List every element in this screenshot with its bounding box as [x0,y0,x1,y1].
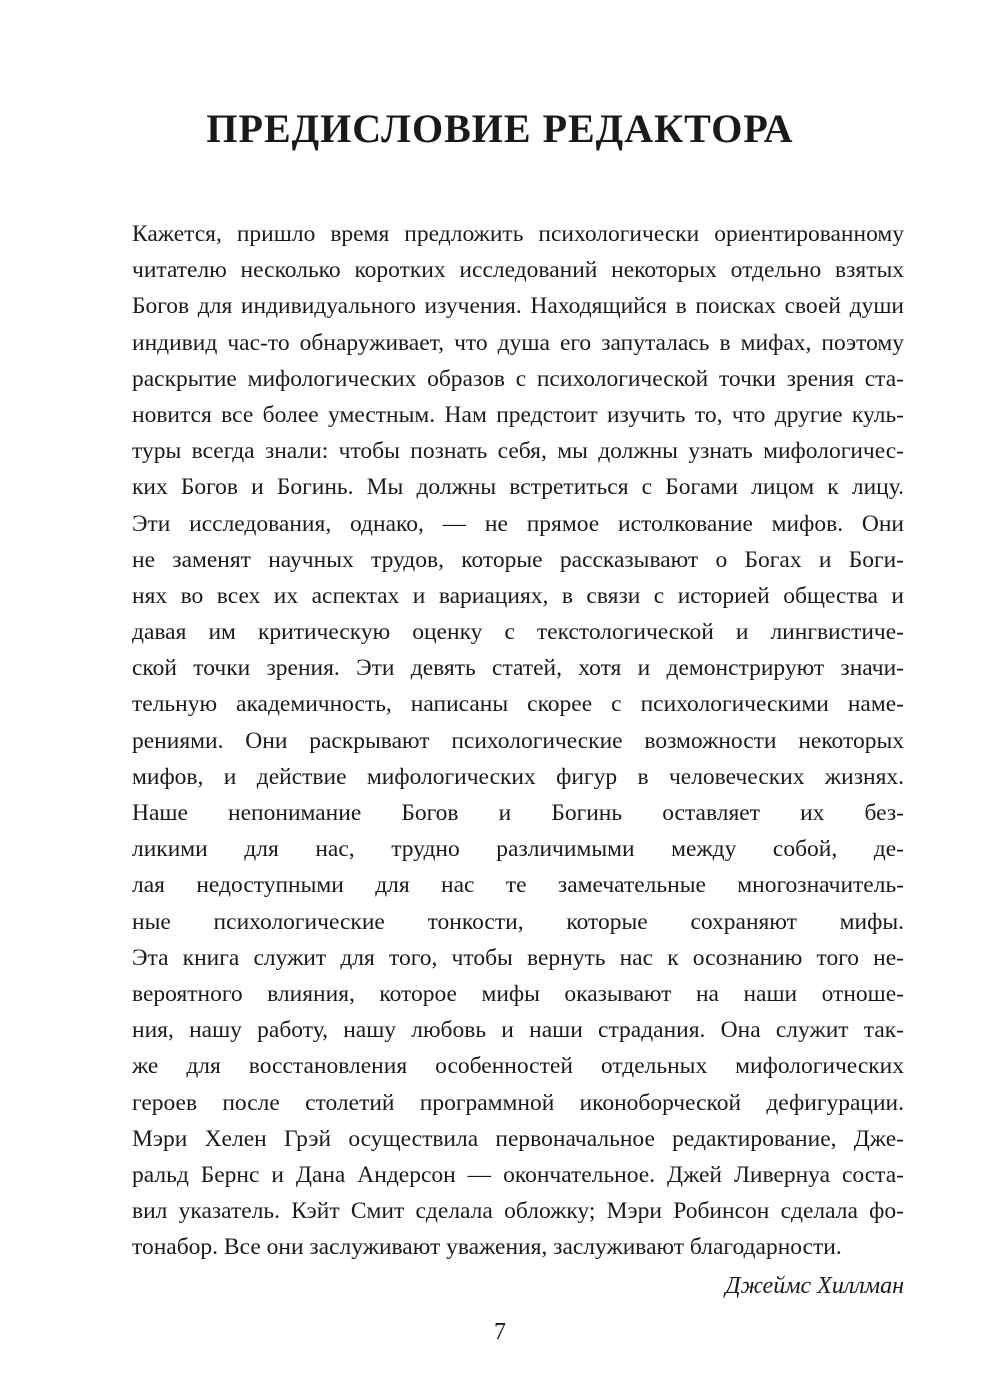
text-line: героев после столетий программной иконоборческой дефигурации. [132,1089,904,1116]
text-line: Кажется, пришло время предложить психологически ориентированному [132,221,904,247]
text-line: Мэри Хелен Грэй осуществила первоначальное редактирование, Дже- [132,1125,904,1152]
text-line: ких Богов и Богинь. Мы должны встретиться с Богами лицом к лицу. [132,474,904,501]
text-line: ликими для нас, трудно различимыми между собой, де- [132,836,904,863]
text-line: мифов, и действие мифологических фигур в человеческих жизнях. [132,763,904,790]
text-line: же для восстановления особенностей отдельных мифологических [132,1053,904,1080]
text-line: тельную академичность, написаны скорее с психологическими наме- [132,691,904,718]
text-line: рениями. Они раскрывают психологические возможности некоторых [132,727,904,754]
text-line: Эти исследования, однако, — не прямое истолкование мифов. Они [132,510,904,537]
text-line: лая недоступными для нас те замечательные многозначитель- [132,872,904,899]
text-line: индивид час-то обнаруживает, что душа его запуталась в мифах, поэтому [132,329,904,356]
text-line: туры всегда знали: чтобы познать себя, мы должны узнать мифологичес- [132,438,904,465]
text-line: вил указатель. Кэйт Смит сделала обложку; Мэри Робинсон сделала фо- [132,1198,904,1225]
text-line: ния, нашу работу, нашу любовь и наши страдания. Она служит так- [132,1017,904,1044]
text-line: тонабор. Все они заслуживают уважения, заслуживают благодарности. [132,1234,842,1261]
text-line: вероятного влияния, которое мифы оказывают на наши отноше- [132,980,904,1007]
text-line: Эта книга служит для того, чтобы вернуть нас к осознанию того не- [132,944,904,971]
text-line: нях во всех их аспектах и вариациях, в связи с историей общества и [132,582,904,609]
page-number: 7 [494,1319,506,1345]
page-title: ПРЕДИСЛОВИЕ РЕДАКТОРА [206,106,794,151]
text-line: новится все более уместным. Нам предстоит изучить то, что другие куль- [132,401,904,428]
body-paragraph [132,216,904,1265]
text-line: Наше непонимание Богов и Богинь оставляет их без- [132,800,904,826]
author-signature: Джеймс Хиллман [725,1273,904,1299]
text-line: читателю несколько коротких исследований некоторых отдельно взятых [132,257,904,284]
text-line: давая им критическую оценку с текстологической и лингвистиче- [132,619,904,646]
text-line: раскрытие мифологических образов с психологической точки зрения ста- [132,365,904,392]
text-line: ской точки зрения. Эти девять статей, хотя и демонстрируют значи- [132,655,904,682]
text-line: не заменят научных трудов, которые рассказывают о Богах и Боги- [132,546,904,573]
text-line: ные психологические тонкости, которые сохраняют мифы. [132,908,904,935]
text-line: ральд Бернс и Дана Андерсон — окончательное. Джей Ливернуа соста- [132,1161,904,1188]
text-line: Богов для индивидуального изучения. Находящийся в поисках своей души [132,293,904,320]
